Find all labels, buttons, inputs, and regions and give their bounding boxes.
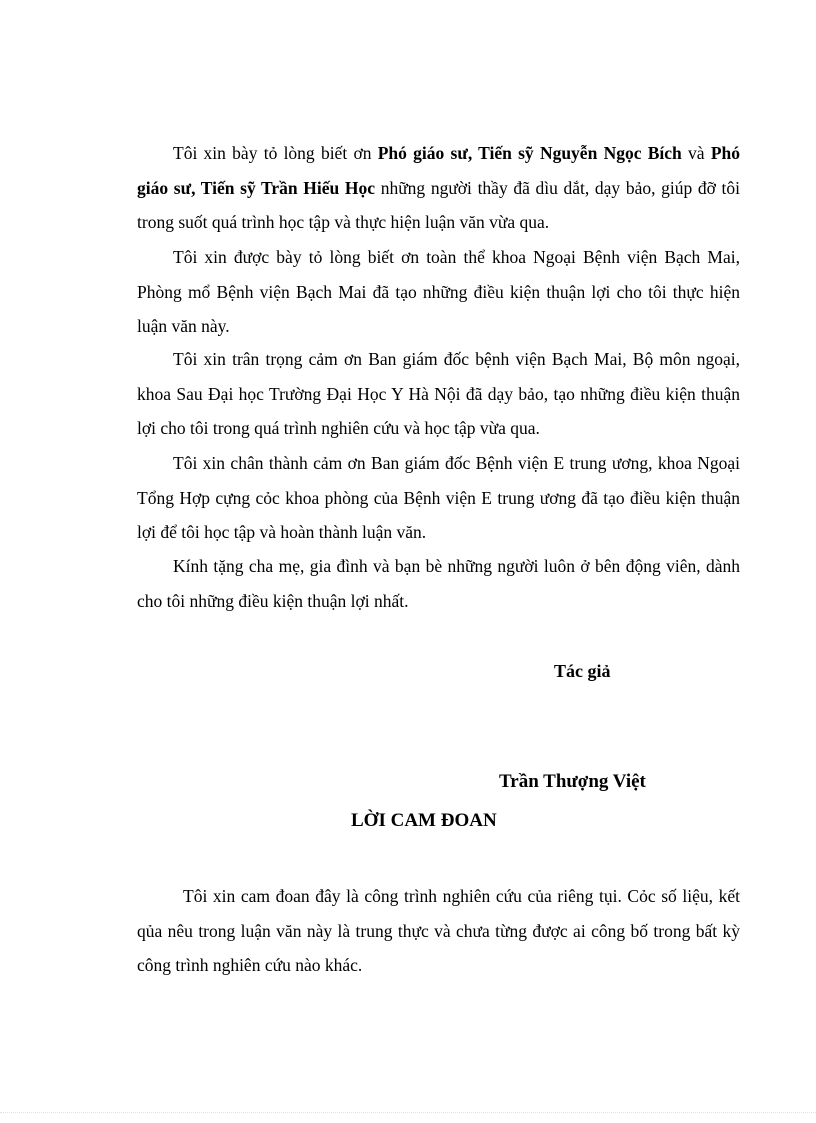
page-bottom-rule [0, 1112, 816, 1113]
p1-text-1: Tôi xin bày tỏ lòng biết ơn [173, 143, 378, 163]
signature-name: Trần Thượng Việt [499, 771, 646, 792]
advisor-1-name: Phó giáo sư, Tiến sỹ Nguyễn Ngọc Bích [377, 143, 682, 163]
commitment-paragraph: Tôi xin cam đoan đây là công trình nghiên cứu của riêng tụi. Cỏc số liệu, kết qủa nêu trong luận văn này là trung thực và chưa từng được ai công bố trong bất kỳ công trình nghiên cứu nào khác. [137, 886, 740, 975]
acknowledgement-paragraph-5: Kính tặng cha mẹ, gia đình và bạn bè những người luôn ở bên động viên, dành cho tôi những điều kiện thuận lợi nhất. [137, 556, 740, 611]
advisor-2-name: Phó giáo sư, Tiến sỹ Trần Hiếu Học [137, 143, 741, 198]
p1-text-3: những người thầy đã dìu dắt, dạy bảo, giúp đỡ tôi trong suốt quá trình học tập và thực hiện luận văn vừa qua. [137, 177, 740, 232]
commitment-title: LỜI CAM ĐOAN [351, 810, 497, 831]
signature-role: Tác giả [554, 661, 611, 681]
p1-text-2: và [681, 143, 711, 163]
acknowledgement-paragraph-3: Tôi xin trân trọng cảm ơn Ban giám đốc bệnh viện Bạch Mai, Bộ môn ngoại, khoa Sau Đại học Trường Đại Học Y Hà Nội đã dạy bảo, tạo những điều kiện thuận lợi cho tôi trong quá trình nghiên cứu và học tập vừa qua. [137, 349, 740, 438]
acknowledgement-paragraph-2: Tôi xin được bày tỏ lòng biết ơn toàn thể khoa Ngoại Bệnh viện Bạch Mai, Phòng mổ Bệnh viện Bạch Mai đã tạo những điều kiện thuận lợi cho tôi thực hiện luận văn này. [137, 247, 740, 336]
acknowledgement-paragraph-1 [137, 136, 740, 240]
acknowledgement-paragraph-4: Tôi xin chân thành cảm ơn Ban giám đốc Bệnh viện E trung ương, khoa Ngoại Tổng Hợp cựng cỏc khoa phòng của Bệnh viện E trung ương đã tạo điều kiện thuận lợi để tôi học tập và hoàn thành luận văn. [137, 453, 740, 542]
